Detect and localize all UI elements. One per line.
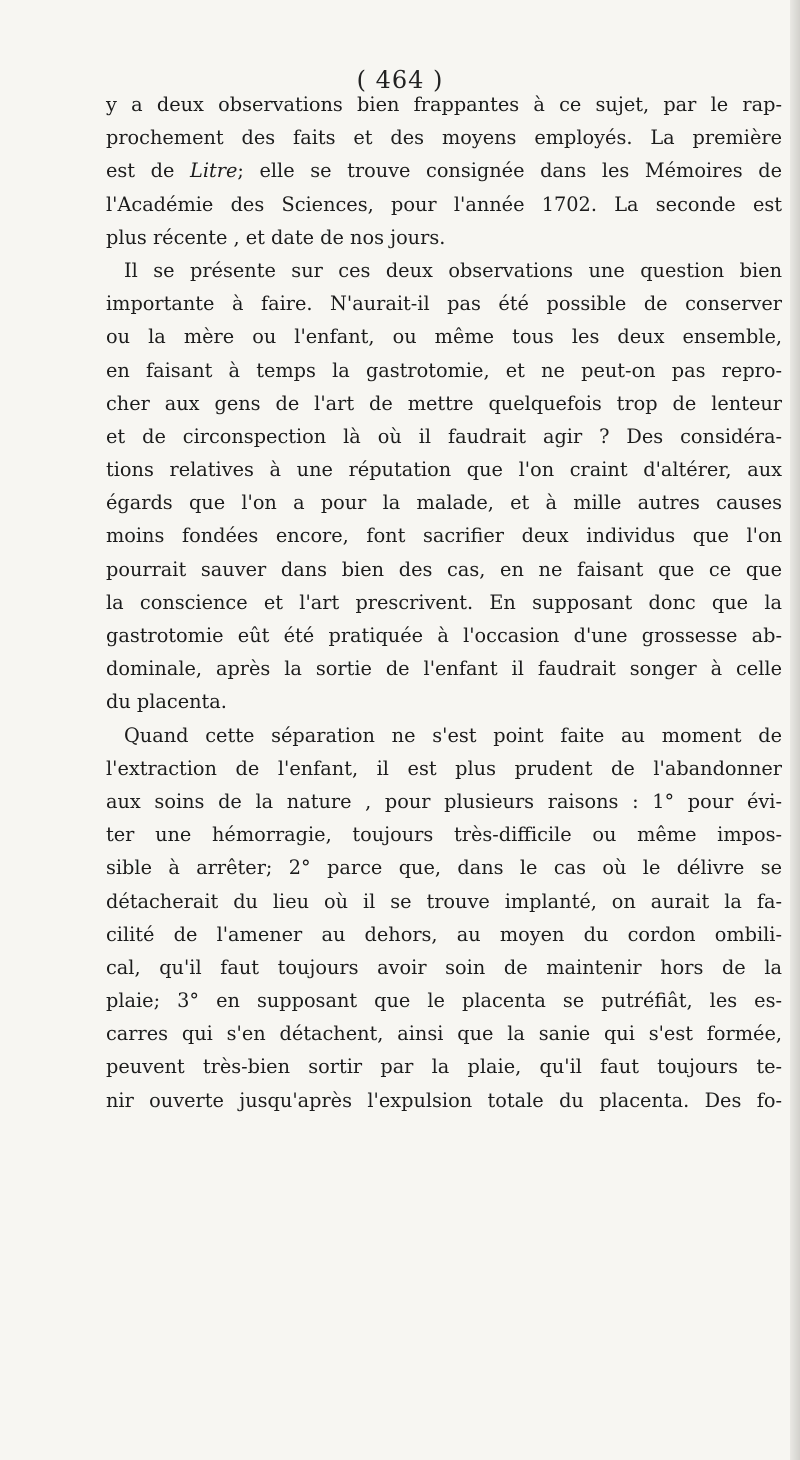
text-line: l'Académie des Sciences, pour l'année 1702. La seconde est <box>106 192 782 216</box>
page-number: ( 464 ) <box>356 66 444 94</box>
text-line: prochement des faits et des moyens employés. La première <box>106 126 782 150</box>
page-edge-shadow <box>790 0 800 1460</box>
text-line: ter une hémorragie, toujours très-difficile ou même impos- <box>106 823 782 847</box>
text-line: nir ouverte jusqu'après l'expulsion totale du placenta. Des fo- <box>106 1088 782 1112</box>
text-line: du placenta. <box>106 690 227 714</box>
text-line: est de Litre; elle se trouve consignée dans les Mémoires de <box>106 159 782 183</box>
text-line: la conscience et l'art prescrivent. En supposant donc que la <box>106 590 782 614</box>
text-line: plaie; 3° en supposant que le placenta se putréfiât, les es- <box>106 989 782 1013</box>
text-line: peuvent très-bien sortir par la plaie, qu'il faut toujours te- <box>106 1055 782 1079</box>
text-line: pourrait sauver dans bien des cas, en ne faisant que ce que <box>106 557 782 581</box>
text-line: sible à arrêter; 2° parce que, dans le cas où le délivre se <box>106 856 782 880</box>
text-line: aux soins de la nature , pour plusieurs raisons : 1° pour évi- <box>106 789 782 813</box>
text-line: et de circonspection là où il faudrait agir ? Des considéra- <box>106 424 782 448</box>
text-line: cher aux gens de l'art de mettre quelquefois trop de lenteur <box>106 391 782 415</box>
text-line: plus récente , et date de nos jours. <box>106 225 446 249</box>
text-line: moins fondées encore, font sacrifier deux individus que l'on <box>106 524 782 548</box>
text-line: gastrotomie eût été pratiquée à l'occasion d'une grossesse ab- <box>106 624 782 647</box>
italic-name: Litre <box>190 159 238 183</box>
text-line: tions relatives à une réputation que l'on craint d'altérer, aux <box>106 458 782 482</box>
text-line: carres qui s'en détachent, ainsi que la sanie qui s'est formée, <box>106 1022 782 1046</box>
text-line: cal, qu'il faut toujours avoir soin de maintenir hors de la <box>106 955 782 979</box>
text-line: égards que l'on a pour la malade, et à mille autres causes <box>106 491 782 515</box>
text-line: ou la mère ou l'enfant, ou même tous les deux ensemble, <box>106 325 782 349</box>
text-line: Il se présente sur ces deux observations une question bien <box>124 258 782 282</box>
text-line: y a deux observations bien frappantes à ce sujet, par le rap- <box>106 93 782 116</box>
body-text <box>106 88 782 1117</box>
text-line: Quand cette séparation ne s'est point faite au moment de <box>124 723 782 747</box>
text-line: dominale, après la sortie de l'enfant il faudrait songer à celle <box>106 657 782 681</box>
text-line: en faisant à temps la gastrotomie, et ne peut-on pas repro- <box>106 358 782 382</box>
text-line: cilité de l'amener au dehors, au moyen du cordon ombili- <box>106 922 782 946</box>
text-line: l'extraction de l'enfant, il est plus prudent de l'abandonner <box>106 756 782 780</box>
text-line: détacherait du lieu où il se trouve implanté, on aurait la fa- <box>106 889 782 913</box>
text-line: importante à faire. N'aurait-il pas été possible de conserver <box>106 292 782 316</box>
